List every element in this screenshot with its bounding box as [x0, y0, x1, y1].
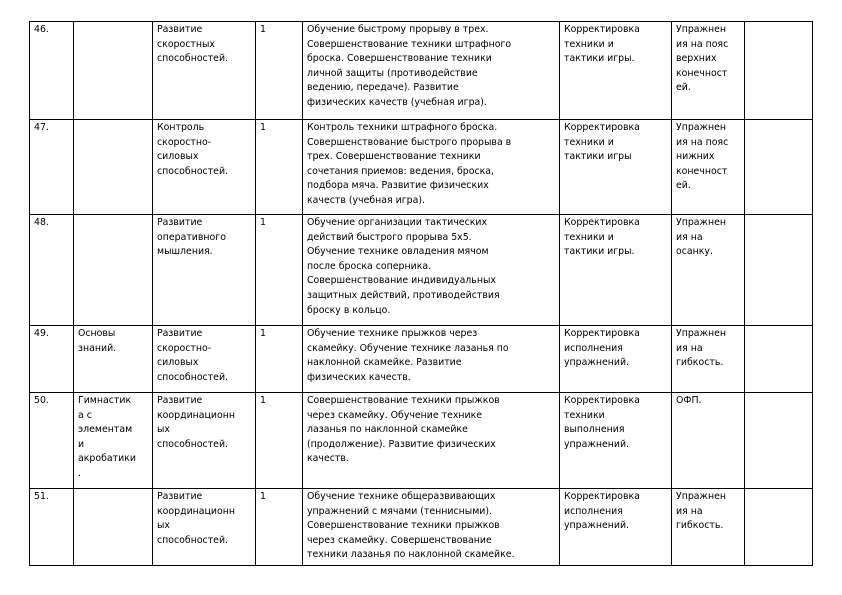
correction-cell: Корректировка исполнения упражнений.	[560, 326, 672, 393]
topic-cell: Развитие оперативного мышления.	[153, 215, 256, 326]
exercise-cell: Упражнен ия на осанку.	[672, 215, 745, 326]
hours-cell: 1	[256, 489, 303, 566]
section-cell	[74, 489, 153, 566]
table-row	[30, 489, 813, 566]
lesson-number: 50.	[30, 393, 74, 489]
section-cell: Гимнастик а с элементам и акробатики .	[74, 393, 153, 489]
topic-cell: Развитие скоростных способностей.	[153, 22, 256, 120]
hours-cell: 1	[256, 22, 303, 120]
content-cell: Обучение организации тактических действий быстрого прорыва 5х5. Обучение технике овладения мячом после броска соперника. Совершенствование индивидуальных защитных действий, противодействия броску в кольцо.	[303, 215, 560, 326]
lesson-number: 51.	[30, 489, 74, 566]
content-cell: Совершенствование техники прыжков через скамейку. Обучение технике лазанья по наклонной скамейке (продолжение). Развитие физических качеств.	[303, 393, 560, 489]
extra-cell	[745, 489, 813, 566]
topic-cell: Развитие координационн ых способностей.	[153, 489, 256, 566]
section-cell	[74, 215, 153, 326]
correction-cell: Корректировка техники и тактики игры.	[560, 215, 672, 326]
correction-cell: Корректировка техники и тактики игры.	[560, 22, 672, 120]
content-cell: Обучение быстрому прорыву в трех. Совершенствование техники штрафного броска. Совершенствование техники личной защиты (противодействие ведению, передаче). Развитие физических качеств (учебная игра).	[303, 22, 560, 120]
hours-cell: 1	[256, 120, 303, 215]
hours-cell: 1	[256, 393, 303, 489]
section-cell	[74, 22, 153, 120]
topic-cell: Развитие координационн ых способностей.	[153, 393, 256, 489]
lesson-number: 48.	[30, 215, 74, 326]
exercise-cell: ОФП.	[672, 393, 745, 489]
extra-cell	[745, 326, 813, 393]
hours-cell: 1	[256, 326, 303, 393]
lesson-plan-table	[29, 21, 813, 566]
correction-cell: Корректировка техники выполнения упражнений.	[560, 393, 672, 489]
content-cell: Контроль техники штрафного броска. Совершенствование быстрого прорыва в трех. Совершенствование техники сочетания приемов: ведения, броска, подбора мяча. Развитие физических качеств (учебная игра).	[303, 120, 560, 215]
exercise-cell: Упражнен ия на пояс верхних конечност ей.	[672, 22, 745, 120]
correction-cell: Корректировка техники и тактики игры	[560, 120, 672, 215]
table-row	[30, 393, 813, 489]
extra-cell	[745, 215, 813, 326]
content-cell: Обучение технике прыжков через скамейку. Обучение технике лазанья по наклонной скамейке. Развитие физических качеств.	[303, 326, 560, 393]
extra-cell	[745, 393, 813, 489]
exercise-cell: Упражнен ия на гибкость.	[672, 326, 745, 393]
lesson-number: 46.	[30, 22, 74, 120]
lesson-number: 47.	[30, 120, 74, 215]
hours-cell: 1	[256, 215, 303, 326]
table-row	[30, 326, 813, 393]
extra-cell	[745, 22, 813, 120]
section-cell: Основы знаний.	[74, 326, 153, 393]
extra-cell	[745, 120, 813, 215]
content-cell: Обучение технике общеразвивающих упражнений с мячами (теннисными). Совершенствование техники прыжков через скамейку. Совершенствование техники лазанья по наклонной скамейке.	[303, 489, 560, 566]
exercise-cell: Упражнен ия на гибкость.	[672, 489, 745, 566]
section-cell	[74, 120, 153, 215]
exercise-cell: Упражнен ия на пояс нижних конечност ей.	[672, 120, 745, 215]
table-row	[30, 22, 813, 120]
lesson-number: 49.	[30, 326, 74, 393]
topic-cell: Развитие скоростно- силовых способностей.	[153, 326, 256, 393]
table-row	[30, 215, 813, 326]
topic-cell: Контроль скоростно- силовых способностей.	[153, 120, 256, 215]
correction-cell: Корректировка исполнения упражнений.	[560, 489, 672, 566]
table-row	[30, 120, 813, 215]
